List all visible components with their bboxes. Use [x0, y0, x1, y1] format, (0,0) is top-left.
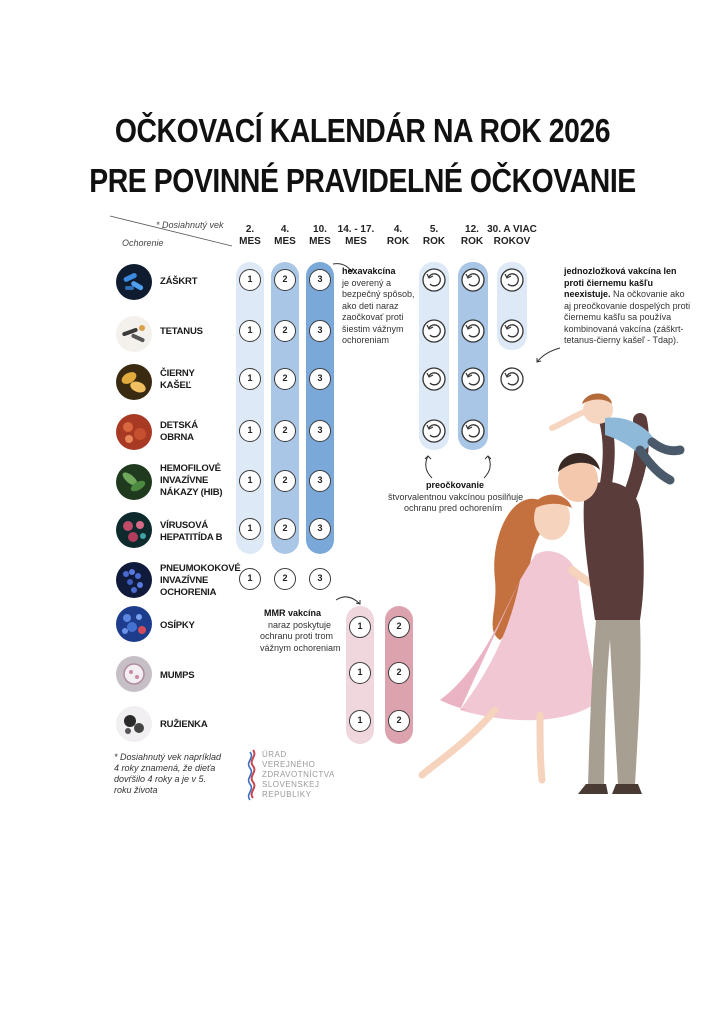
dose-circle: 3 [309, 420, 331, 442]
page-title-line2: PRE POVINNÉ PRAVIDELNÉ OČKOVANIE [89, 162, 636, 199]
dose-circle: 3 [309, 368, 331, 390]
dose-circle: 2 [388, 616, 410, 638]
disease-name-detska-obrna: DETSKÁ OBRNA [160, 420, 198, 443]
dose-circle: 3 [309, 269, 331, 291]
disease-name-cierny-kasel: ČIERNY KAŠEĽ [160, 368, 195, 391]
disease-name-ruzienka: RUŽIENKA [160, 719, 208, 730]
dose-circle: 2 [274, 320, 296, 342]
refresh-icon [423, 320, 445, 342]
dose-circle: 2 [274, 518, 296, 540]
refresh-icon [462, 269, 484, 291]
uvz-logo-text: ÚRAD VEREJNÉHO ZDRAVOTNÍCTVA SLOVENSKEJ REPUBLIKY [262, 750, 335, 799]
note-monovalent: jednozložková vakcína len proti čiernemu kašľu neexistuje. Na očkovanie ako aj preočkovanie dospelých proti čiernemu kašľu sa používa kombinovaná vakcína (záškrt- tetanus-čierny kašeľ - Tdap). [564, 266, 691, 345]
dose-circle: 1 [239, 470, 261, 492]
dose-circle: 2 [388, 710, 410, 732]
note-preockovanie: preočkovanie štvorvalentnou vakcínou posilňuje ochranu pred ochorením [388, 480, 524, 513]
dose-circle: 3 [309, 518, 331, 540]
column-header-2-mes: 2. MES [239, 224, 261, 247]
disease-name-hemofilove: HEMOFILOVÉ INVAZÍVNE NÁKAZY (HIB) [160, 463, 223, 498]
disease-name-osipky: OSÍPKY [160, 620, 195, 631]
footnote: * Dosiahnutý vek napríklad 4 roky znamená, že dieťa dovŕšilo 4 roky a je v 5. roku života [114, 752, 222, 795]
page-title-line1: OČKOVACÍ KALENDÁR NA ROK 2026 [114, 112, 611, 149]
dose-circle: 2 [274, 368, 296, 390]
column-header-14-17-mes: 14. - 17. MES [337, 224, 375, 247]
dose-circle: 2 [274, 420, 296, 442]
refresh-icon [423, 269, 445, 291]
dose-circle: 2 [274, 568, 296, 590]
disease-label: Ochorenie [122, 238, 164, 248]
dose-circle: 3 [309, 568, 331, 590]
disease-name-zaskrt: ZÁŠKRT [160, 276, 198, 287]
dose-circle: 1 [239, 269, 261, 291]
column-header-4-rok: 4. ROK [386, 224, 410, 247]
refresh-icon [501, 269, 523, 291]
disease-name-pneumokokove: PNEUMOKOKOVÉ INVAZÍVNE OCHORENIA [160, 563, 241, 598]
disease-name-hepatitida-b: VÍRUSOVÁ HEPATITÍDA B [160, 520, 223, 543]
dose-circle: 1 [239, 320, 261, 342]
dose-circle: 3 [309, 320, 331, 342]
dose-circle: 1 [239, 368, 261, 390]
column-header-30-rokov: 30. A VIAC ROKOV [487, 224, 537, 247]
dose-circle: 3 [309, 470, 331, 492]
dose-circle: 1 [239, 568, 261, 590]
column-header-12-rok: 12. ROK [460, 224, 484, 247]
refresh-icon [462, 320, 484, 342]
dose-circle: 1 [349, 616, 371, 638]
disease-name-mumps: MUMPS [160, 670, 195, 681]
dose-circle: 1 [239, 420, 261, 442]
dose-circle: 1 [239, 518, 261, 540]
dose-circle: 2 [388, 662, 410, 684]
note-mmr: MMR vakcína naraz poskytuje ochranu proti trom vážnym ochoreniam [260, 608, 341, 653]
dose-circle: 1 [349, 662, 371, 684]
column-header-5-rok: 5. ROK [422, 224, 446, 247]
uvz-logo-icon [246, 748, 260, 804]
disease-name-tetanus: TETANUS [160, 326, 203, 337]
dose-circle: 1 [349, 710, 371, 732]
column-header-10-mes: 10. MES [309, 224, 331, 247]
column-header-4-mes: 4. MES [274, 224, 296, 247]
refresh-icon [501, 320, 523, 342]
age-label: * Dosiahnutý vek [156, 220, 224, 230]
family-illustration [400, 380, 700, 810]
dose-circle: 2 [274, 269, 296, 291]
note-hexavakcina: hexavakcína je overený a bezpečný spôsob, ako deti naraz zaočkovať proti šiestim vážnym ochoreniam [342, 266, 415, 345]
dose-circle: 2 [274, 470, 296, 492]
